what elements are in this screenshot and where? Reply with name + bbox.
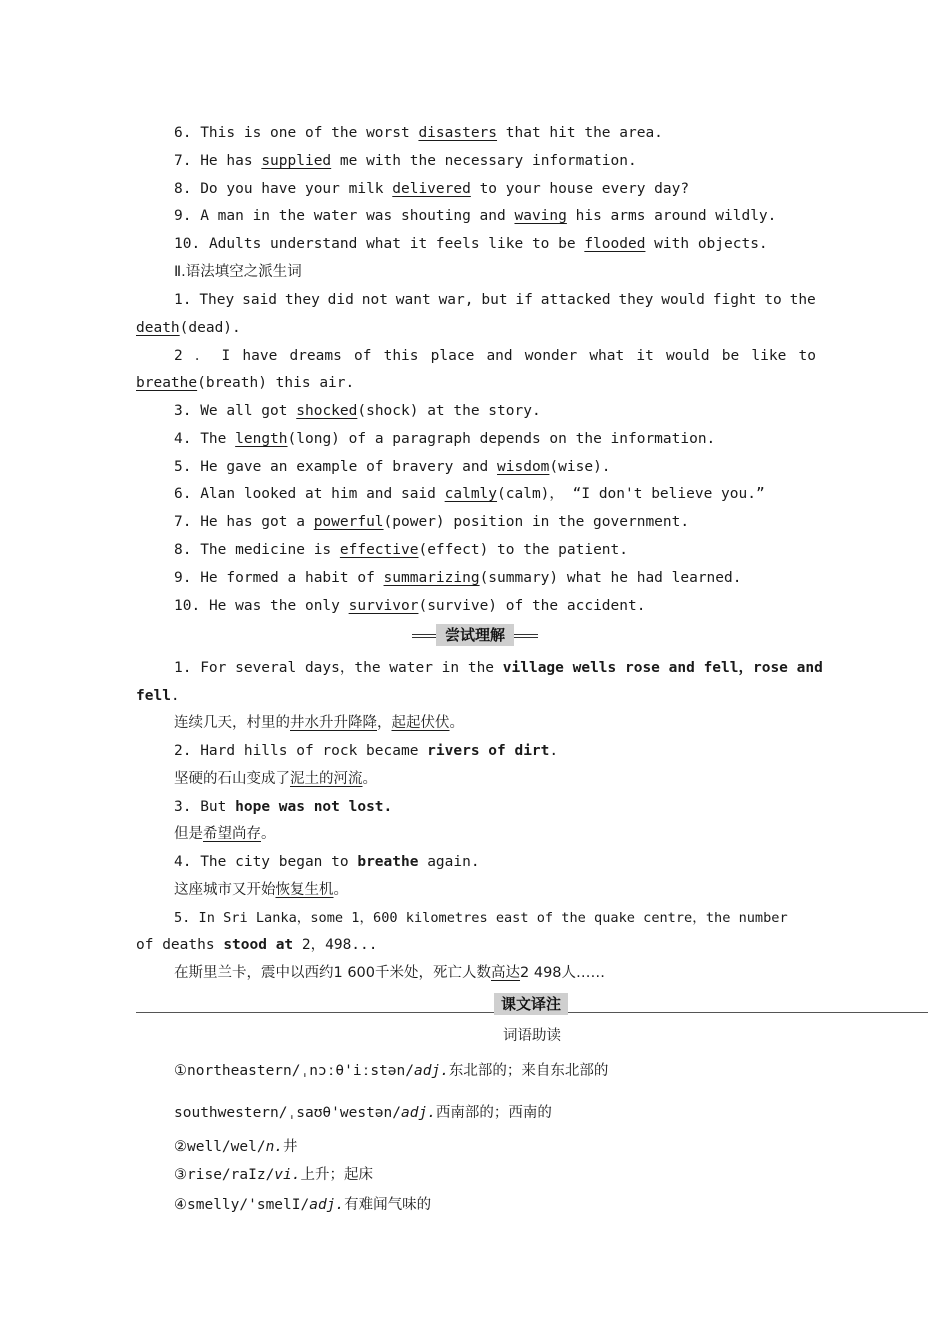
section-label: 尝试理解 bbox=[436, 624, 514, 646]
sentence-5-cont: of deaths stood at 2，498... bbox=[136, 937, 378, 953]
answer: flooded bbox=[584, 236, 646, 252]
phonetic: ˌnɔːθ'iːstən/ bbox=[300, 1063, 414, 1079]
grammar-sentence: 5. He gave an example of bravery and wisdom(wise). bbox=[174, 459, 611, 475]
answer: length bbox=[235, 431, 288, 447]
vocab-sentence: 9. A man in the water was shouting and waving his arms around wildly. bbox=[174, 208, 777, 224]
translation-1: 连续几天，村里的井水升升降降，起起伏伏。 bbox=[174, 715, 464, 731]
grammar-sentence: 4. The length(long) of a paragraph depends on the information. bbox=[174, 431, 716, 447]
q2-line1: 2 ． I have dreams of this place and wonder what it would be like to bbox=[174, 348, 816, 364]
translation-4: 这座城市又开始恢复生机。 bbox=[174, 882, 348, 898]
grammar-sentence: 7. He has got a powerful(power) position in the government. bbox=[174, 514, 690, 530]
answer: delivered bbox=[392, 181, 471, 197]
answer: death bbox=[136, 320, 180, 336]
section-header-text-notes bbox=[482, 993, 580, 1015]
translation-5: 在斯里兰卡，震中以西约1 600千米处，死亡人数高达2 498人…… bbox=[174, 965, 606, 981]
sentence-1-cont: fell. bbox=[136, 688, 180, 704]
answer: breathe bbox=[136, 375, 198, 391]
answer: wisdom bbox=[497, 459, 550, 475]
sentence-3: 3. But hope was not lost. bbox=[174, 799, 393, 815]
sentence-2: 2. Hard hills of rock became rivers of dirt. bbox=[174, 743, 559, 759]
vocab-title: 词语助读 bbox=[503, 1028, 561, 1044]
vocab-entry: southwestern/ˌsaʊθ'westən/adj.西南部的；西南的 bbox=[174, 1105, 552, 1121]
vocab-sentence: 10. Adults understand what it feels like to be flooded with objects. bbox=[174, 236, 768, 252]
part2-title: Ⅱ.语法填空之派生词 bbox=[174, 264, 302, 280]
translation-2: 坚硬的石山变成了泥土的河流。 bbox=[174, 771, 377, 787]
q1-line2: death(dead). bbox=[136, 320, 241, 336]
answer: effective bbox=[339, 542, 419, 558]
vocab-entry: ②well/wel/n.井 bbox=[174, 1139, 298, 1155]
vocab-sentence: 8. Do you have your milk delivered to your house every day? bbox=[174, 181, 690, 197]
vocab-entry: ④smelly/'smelI/adj.有难闻气味的 bbox=[174, 1197, 432, 1213]
answer: powerful bbox=[313, 514, 384, 530]
answer: shocked bbox=[296, 403, 358, 419]
vocab-entry: ①northeastern/ˌnɔːθ'iːstən/adj.东北部的；来自东北部的 bbox=[174, 1063, 609, 1079]
answer: disasters bbox=[418, 125, 498, 141]
section-header-try-understand bbox=[412, 624, 538, 646]
q1-line1: 1. They said they did not want war, but if attacked they would fight to the bbox=[174, 292, 816, 308]
grammar-sentence: 9. He formed a habit of summarizing(summary) what he had learned. bbox=[174, 570, 742, 586]
q2-line2: breathe(breath) this air. bbox=[136, 375, 355, 391]
section-label: 课文译注 bbox=[494, 993, 568, 1015]
grammar-sentence: 10. He was the only survivor(survive) of the accident. bbox=[174, 598, 646, 614]
phonetic: ˌsaʊθ'westən/ bbox=[287, 1105, 401, 1121]
grammar-sentence: 8. The medicine is effective(effect) to the patient. bbox=[174, 542, 628, 558]
answer: summarizing bbox=[383, 570, 480, 586]
answer: survivor bbox=[348, 598, 419, 614]
vocab-entry: ③rise/raIz/vi.上升；起床 bbox=[174, 1167, 373, 1183]
sentence-1: 1. For several days，the water in the village wells rose and fell，rose and bbox=[174, 660, 823, 676]
vocab-sentence: 6. This is one of the worst disasters that hit the area. bbox=[174, 125, 663, 141]
translation-3: 但是希望尚存。 bbox=[174, 826, 276, 842]
answer: waving bbox=[514, 208, 567, 224]
sentence-4: 4. The city began to breathe again. bbox=[174, 854, 480, 870]
sentence-5: 5. In Sri Lanka，some 1，600 kilometres east of the quake centre，the number bbox=[174, 910, 788, 926]
answer: calmly bbox=[444, 486, 498, 502]
vocab-sentence: 7. He has supplied me with the necessary information. bbox=[174, 153, 637, 169]
grammar-sentence: 3. We all got shocked(shock) at the story. bbox=[174, 403, 541, 419]
grammar-sentence: 6. Alan looked at him and said calmly(calm)， “I don't believe you.” bbox=[174, 486, 765, 502]
answer: supplied bbox=[261, 153, 332, 169]
